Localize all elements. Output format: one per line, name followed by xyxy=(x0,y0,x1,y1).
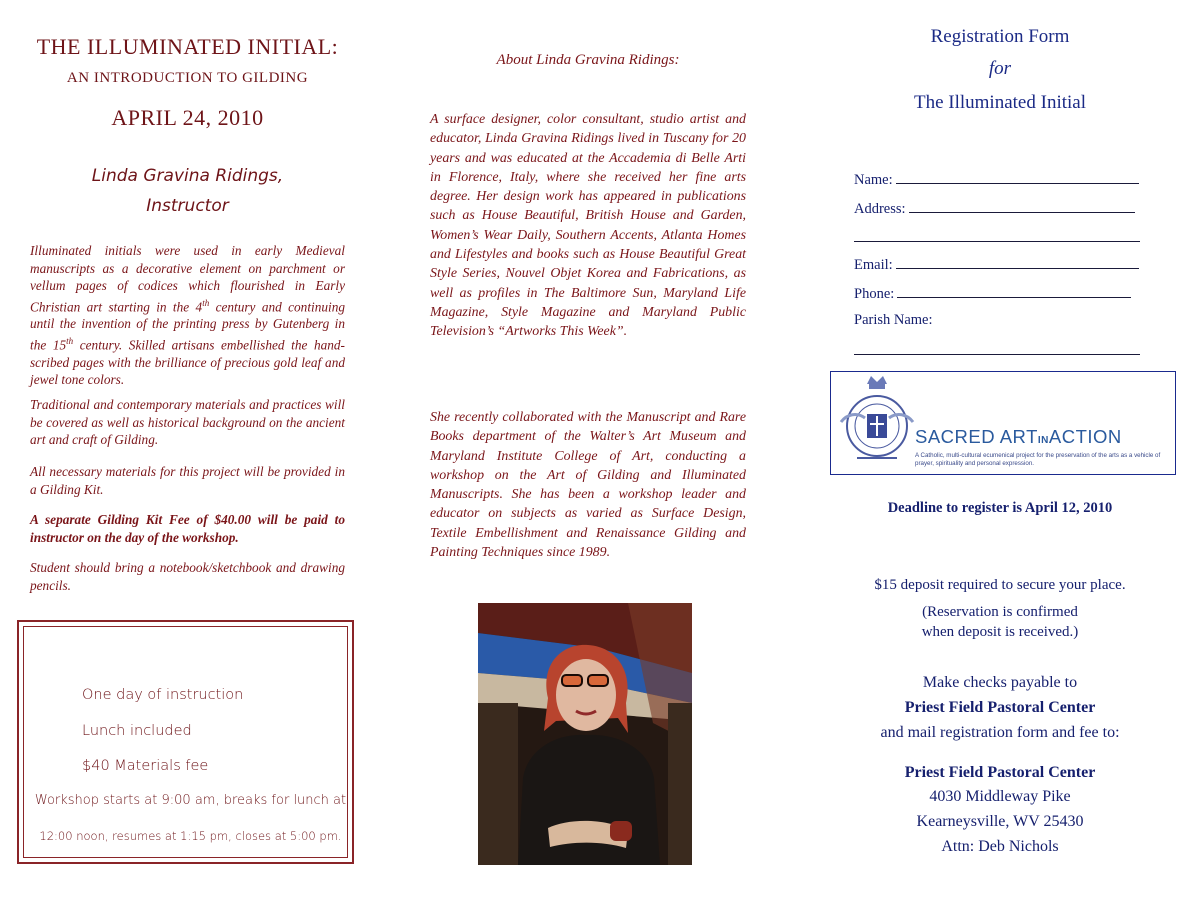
phone-line[interactable] xyxy=(897,283,1131,298)
parish-line[interactable] xyxy=(854,354,1140,355)
name-field[interactable] xyxy=(854,169,1139,189)
form-title: Registration Form xyxy=(930,26,1070,47)
materials-paragraph: Traditional and contemporary materials and practices will be covered as well as historical background on the ancient art and craft of Gilding. xyxy=(30,397,345,447)
deadline-notice: Deadline to register is April 12, 2010 xyxy=(887,500,1113,516)
collaboration-paragraph: She recently collaborated with the Manuscript and Rare Books department of the Walter’s Art Museum and Maryland Institute College of Art, conducting a workshop on the Art of Gilding and Illuminated Manuscripts. She has been a workshop leader and educator on subjects as varied as Surface Design, Textile Embellishment and Renaissance Gilding and Painting Techniques since 1989. xyxy=(430,410,746,561)
address-city: Kearneysville, WV 25430 xyxy=(916,813,1084,830)
brochure-subtitle: AN INTRODUCTION TO GILDING xyxy=(66,70,309,86)
payee-name: Priest Field Pastoral Center xyxy=(904,699,1096,716)
address-label: Address: xyxy=(854,201,906,217)
email-line[interactable] xyxy=(896,254,1139,269)
phone-label: Phone: xyxy=(854,286,895,302)
info-instruction: One day of instruction xyxy=(82,687,244,703)
sacred-art-logo xyxy=(830,371,1176,475)
info-fee: $40 Materials fee xyxy=(82,758,209,774)
workshop-info-box xyxy=(17,620,354,864)
info-lunch: Lunch included xyxy=(82,723,192,739)
kit-paragraph: All necessary materials for this project will be provided in a Gilding Kit. xyxy=(30,464,345,497)
checks-payable-label: Make checks payable to xyxy=(922,674,1078,691)
info-box-inner-border xyxy=(23,626,348,858)
instructor-photo xyxy=(478,603,692,865)
logo-tagline: A Catholic, multi-cultural ecumenical project for the preservation of the arts as a vehicle of prayer, spirituality and personal expression. xyxy=(915,452,1161,467)
form-title-for: for xyxy=(988,58,1012,79)
instructor-name: Linda Gravina Ridings, xyxy=(91,166,284,186)
reservation-note-1: (Reservation is confirmed xyxy=(922,604,1078,620)
parish-field[interactable] xyxy=(854,312,933,329)
info-schedule-1: Workshop starts at 9:00 am, breaks for lunch at xyxy=(34,793,347,808)
name-label: Name: xyxy=(854,172,893,188)
mail-instruction: and mail registration form and fee to: xyxy=(880,724,1120,741)
workshop-date: APRIL 24, 2010 xyxy=(111,105,264,130)
instructor-role: Instructor xyxy=(146,196,229,216)
email-label: Email: xyxy=(854,257,893,273)
info-schedule-2: 12:00 noon, resumes at 1:15 pm, closes at 5:00 pm. xyxy=(39,829,342,843)
email-field[interactable] xyxy=(854,254,1139,274)
history-paragraph: Illuminated initials were used in early Medieval manuscripts as a decorative element on parchment or vellum pages of codices which flourished in Early Christian art starting in the 4th century and continuing until the invention of the printing press by Gutenberg in the 15th century. Skilled artisans embellished the hand-scribed pages with the brilliance of precious gold leaf and jewel tone colors. xyxy=(30,243,346,388)
phone-field[interactable] xyxy=(854,283,1131,303)
address-field[interactable] xyxy=(854,198,1135,218)
kit-fee-paragraph: A separate Gilding Kit Fee of $40.00 will be paid to instructor on the day of the workshop. xyxy=(30,512,345,545)
deposit-notice: $15 deposit required to secure your place. xyxy=(874,577,1126,593)
address-line[interactable] xyxy=(909,198,1135,213)
address-name: Priest Field Pastoral Center xyxy=(904,764,1096,781)
address-attn: Attn: Deb Nichols xyxy=(941,838,1059,855)
reservation-note-2: when deposit is received.) xyxy=(921,624,1079,640)
seal-icon xyxy=(837,374,917,474)
address-street: 4030 Middleway Pike xyxy=(929,788,1071,805)
name-line[interactable] xyxy=(896,169,1139,184)
bio-paragraph: A surface designer, color consultant, studio artist and educator, Linda Gravina Ridings lived in Tuscany for 20 years and was educated at the Accademia di Belle Arti in Florence, Italy, where she received her fine arts degree. Her design work has appeared in publications such as House Beautiful, British House and Garden, Women’s Wear Daily, Southern Accents, Atlanta Homes and Lifestyles and books such as House Beautiful Great Style Series, Nouvel Objet Korea and Fabrications, as well as profiles in The Baltimore Sun, Maryland Life Magazine, Style Magazine and Maryland Public Television’s “Artworks This Week”. xyxy=(430,112,746,340)
address-line-2[interactable] xyxy=(854,241,1140,242)
logo-wordmark: SACRED ARTINACTION xyxy=(915,426,1122,447)
form-title-event: The Illuminated Initial xyxy=(913,92,1086,113)
about-heading: About Linda Gravina Ridings: xyxy=(496,52,680,68)
parish-label: Parish Name: xyxy=(854,312,933,328)
brochure-title: THE ILLUMINATED INITIAL: xyxy=(36,34,339,59)
supplies-paragraph: Student should bring a notebook/sketchbook and drawing pencils. xyxy=(30,560,345,593)
